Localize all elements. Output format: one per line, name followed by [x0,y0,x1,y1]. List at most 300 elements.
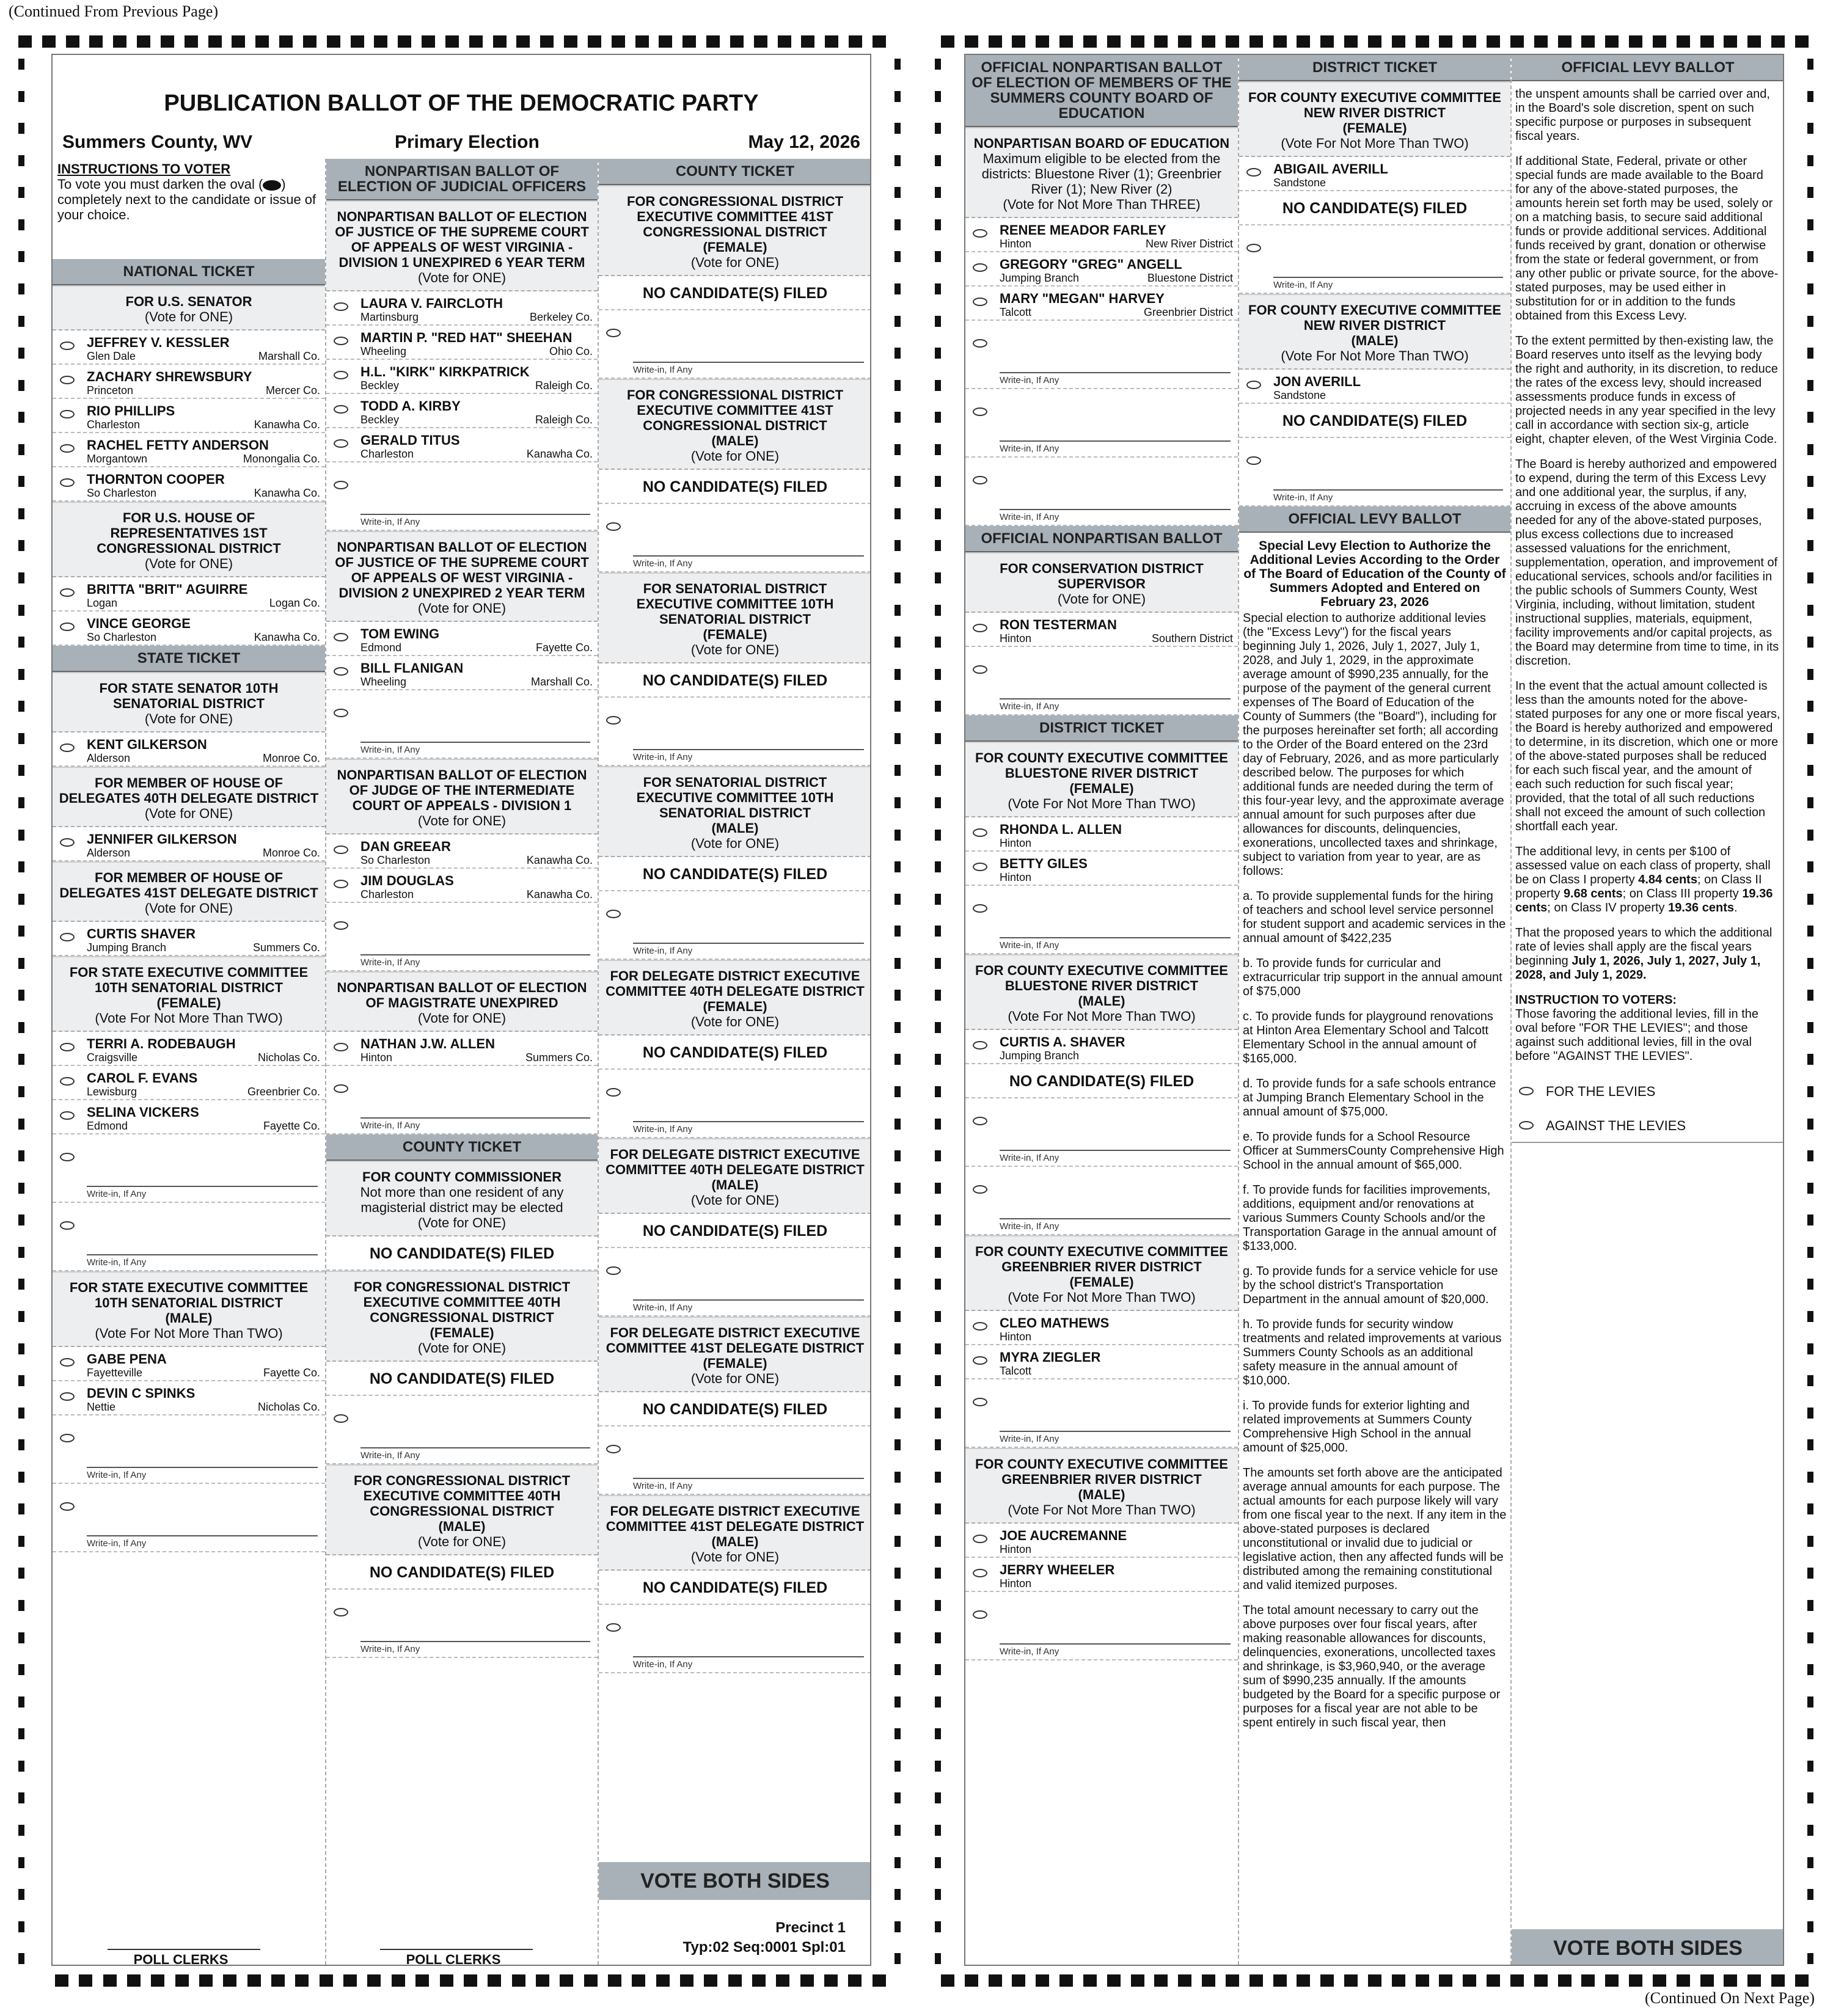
supreme-court-div2-candidate[interactable] [326,656,598,690]
write-in-line[interactable] [360,954,590,955]
write-in-slot[interactable] [53,1203,325,1271]
us-senator-candidate[interactable] [53,331,325,365]
write-in-line[interactable] [360,1117,590,1119]
candidate-residence [87,418,320,431]
candidate-residence [1000,1365,1233,1377]
committee-dm40-title: FOR DELEGATE DISTRICT EXECUTIVE COMMITTEE 40TH DELEGATE DISTRICT [606,1147,865,1177]
oval-icon[interactable] [973,263,987,272]
oval-icon[interactable] [1246,456,1261,465]
candidate-city: Hinton [1000,632,1032,645]
us-senator-title: FOR U.S. SENATOR [125,294,252,309]
write-in-slot[interactable] [965,886,1238,954]
write-in-line[interactable] [87,1254,318,1255]
oval-icon[interactable] [60,1153,75,1161]
write-in-slot[interactable] [965,1098,1238,1167]
candidate-city: Alderson [87,752,131,764]
committee-dm40-instruction: (Vote for ONE) [690,1192,780,1208]
state-exec-male-candidate[interactable] [53,1347,325,1381]
column-4 [965,55,1238,1965]
write-in-slot[interactable] [965,321,1238,389]
write-in-slot[interactable] [599,1248,871,1317]
column-2 [325,159,598,1965]
write-in-slot[interactable] [599,1605,871,1673]
no-candidates-filed: NO CANDIDATE(S) FILED [1239,404,1510,438]
candidate-residence [360,854,593,866]
write-in-slot[interactable] [599,504,871,572]
state-exec-female-candidate[interactable] [53,1100,325,1134]
candidate-city: Jumping Branch [87,941,167,954]
oval-icon[interactable] [60,838,75,847]
delegates-40-candidate[interactable] [53,827,325,861]
cong-exec-40-female-title: FOR CONGRESSIONAL DISTRICT EXECUTIVE COMMITTEE 40TH CONGRESSIONAL DISTRICT [353,1279,571,1325]
candidate-name: JIM DOUGLAS [360,873,454,888]
us-senator-candidate[interactable] [53,433,325,467]
write-in-label: Write-in, If Any [1000,940,1059,951]
candidate-residence [360,641,593,654]
vote-both-sides-banner: VOTE BOTH SIDES [599,1862,871,1900]
levy-paragraph: d. To provide funds for a safe schools entrance at Jumping Branch Elementary School in the annual amount of $75,000. [1243,1077,1496,1119]
write-in-slot[interactable] [1239,438,1510,506]
candidate-city: Hinton [1000,238,1032,250]
write-in-line[interactable] [87,1467,318,1468]
write-in-label: Write-in, If Any [633,1481,693,1491]
oval-icon[interactable] [973,229,987,238]
bluestone-female-candidate[interactable] [965,852,1238,886]
candidate-residence [87,597,320,609]
candidate-residence [360,414,593,426]
oval-icon[interactable] [334,481,348,489]
column-6 [1510,55,1784,1965]
magistrate-instruction: (Vote for ONE) [417,1010,507,1026]
oval-icon[interactable] [606,522,621,531]
bluestone-male-instruction: (Vote For Not More Than TWO) [1008,1009,1196,1024]
county-commissioner-note: Not more than one resident of any magisterial district may be elected [360,1185,564,1215]
candidate-name: NATHAN J.W. ALLEN [360,1036,495,1051]
write-in-label: Write-in, If Any [360,1450,420,1461]
write-in-slot[interactable] [326,903,598,971]
candidate-name: BILL FLANIGAN [360,660,464,676]
intermediate-court-candidate[interactable] [326,835,598,869]
for-the-levies-option[interactable]: FOR THE LEVIES [1512,1075,1784,1109]
supreme-court-div1-candidate[interactable] [326,428,598,462]
committee-m41-gender: (MALE) [711,433,759,448]
oval-icon[interactable] [60,623,75,631]
for-levies-oval[interactable] [1519,1087,1534,1095]
candidate-name: ZACHARY SHREWSBURY [87,369,252,384]
candidate-county: Marshall Co. [258,350,320,362]
write-in-line[interactable] [1273,489,1503,491]
greenbrier-male-candidate[interactable] [965,1524,1238,1558]
candidate-county: New River District [1145,238,1233,250]
write-in-slot[interactable] [965,1379,1238,1448]
write-in-line[interactable] [360,514,590,515]
write-in-line[interactable] [87,1535,318,1536]
write-in-line[interactable] [1000,937,1231,938]
conservation-supervisor-contest-header [965,552,1238,613]
county-name: Summers County, WV [62,132,253,152]
supreme-court-div1-contest-header [326,200,598,291]
write-in-line[interactable] [633,1656,864,1657]
candidate-name: TERRI A. RODEBAUGH [87,1036,236,1051]
state-exec-female-candidate[interactable] [53,1032,325,1066]
write-in-line[interactable] [633,1299,864,1301]
candidate-county: Summers Co. [525,1051,593,1064]
write-in-label: Write-in, If Any [633,1659,693,1670]
against-the-levies-option[interactable]: AGAINST THE LEVIES [1512,1109,1784,1143]
candidate-county: Nicholas Co. [257,1051,320,1064]
oval-icon[interactable] [334,1043,348,1051]
write-in-line[interactable] [360,1447,590,1448]
committee-sm10-instruction: (Vote for ONE) [690,836,780,851]
write-in-label: Write-in, If Any [633,558,693,569]
oval-icon[interactable] [1246,381,1261,389]
write-in-label: Write-in, If Any [87,1538,147,1549]
committee-df40-contest-header [599,960,871,1035]
oval-icon[interactable] [973,407,987,416]
us-house-candidate[interactable] [53,577,325,612]
write-in-line[interactable] [633,555,864,557]
state-exec-male-gender: (MALE) [165,1310,213,1326]
candidate-city: Lewisburg [87,1086,137,1098]
candidate-residence [87,1401,320,1413]
candidate-name: ABIGAIL AVERILL [1273,161,1388,177]
oval-icon[interactable] [973,1569,987,1577]
board-of-education-candidate[interactable] [965,252,1238,287]
candidate-city: Fayetteville [87,1367,143,1379]
committee-m41-instruction: (Vote for ONE) [690,448,780,464]
write-in-line[interactable] [633,1121,864,1122]
write-in-line[interactable] [633,943,864,944]
write-in-line[interactable] [87,1186,318,1187]
new-river-male-candidate[interactable] [1239,370,1510,404]
write-in-label: Write-in, If Any [360,1644,420,1654]
nonpartisan-header: OFFICIAL NONPARTISAN BALLOT [965,526,1238,552]
levy-paragraph: f. To provide funds for facilities improvements, additions, equipment and/or renovations at various Summers County Schools and/or the Transportation Garage in the annual amount of $133,000. [1243,1183,1497,1253]
candidate-residence [87,350,320,362]
supreme-court-div1-candidate[interactable] [326,394,598,428]
oval-icon[interactable] [60,1043,75,1051]
bluestone-male-contest-header [965,954,1238,1030]
write-in-line[interactable] [1000,1643,1231,1645]
oval-icon[interactable] [60,1358,75,1367]
new-river-male-contest-header [1239,294,1510,370]
against-levies-oval[interactable] [1519,1121,1534,1130]
candidate-residence [360,345,593,357]
oval-icon[interactable] [973,339,987,348]
candidate-city: Edmond [87,1120,128,1132]
candidate-name: DAN GREEAR [360,839,451,854]
oval-icon[interactable] [334,302,348,311]
write-in-line[interactable] [1000,1150,1231,1151]
oval-icon[interactable] [334,845,348,854]
oval-icon[interactable] [60,1434,75,1442]
levy-years: That the proposed years to which the additional rate of levies shall apply are the fiscal years beginning July 1, 2026, July 1, 2027, July 1, 2028, and July 1, 2029. [1515,926,1773,982]
oval-icon[interactable] [973,1398,987,1406]
supreme-court-div2-candidate[interactable] [326,622,598,656]
candidate-county: Monroe Co. [262,847,320,859]
write-in-line[interactable] [1000,372,1231,373]
write-in-label: Write-in, If Any [1273,280,1333,290]
write-in-label: Write-in, If Any [1273,492,1333,503]
state-senator-instruction: (Vote for ONE) [144,711,233,726]
oval-icon[interactable] [973,1185,987,1194]
oval-icon[interactable] [973,1356,987,1365]
intermediate-court-contest-header [326,759,598,835]
candidate-county: Fayette Co. [263,1120,320,1132]
continued-on-label: (Continued On Next Page) [1644,1989,1815,2007]
write-in-label: Write-in, If Any [1000,1153,1059,1163]
write-in-line[interactable] [633,362,864,363]
bluestone-male-candidate[interactable] [965,1030,1238,1064]
oval-icon[interactable] [973,476,987,484]
candidate-residence [360,379,593,392]
oval-icon[interactable] [334,633,348,641]
state-exec-male-candidate[interactable] [53,1381,325,1415]
oval-icon[interactable] [973,624,987,632]
write-in-label: Write-in, If Any [633,1302,693,1313]
oval-icon[interactable] [973,863,987,871]
candidate-name: GERALD TITUS [360,433,460,448]
oval-icon[interactable] [973,1322,987,1331]
timing-marks-bottom-right [941,1974,1809,1987]
oval-icon[interactable] [334,667,348,676]
delegates-41-candidate[interactable] [53,922,325,956]
oval-icon[interactable] [60,1111,75,1120]
state-exec-male-instruction: (Vote For Not More Than TWO) [95,1326,283,1341]
write-in-slot[interactable] [599,310,871,379]
conservation-supervisor-candidate[interactable] [965,613,1238,647]
national-ticket-header: NATIONAL TICKET [53,259,325,285]
oval-icon[interactable] [973,298,987,306]
us-house-title: FOR U.S. HOUSE OF REPRESENTATIVES 1ST CONGRESSIONAL DISTRICT [97,510,281,556]
candidate-residence [87,631,320,643]
ballot-type-label: Typ:02 Seq:0001 Spl:01 [682,1939,846,1956]
oval-icon[interactable] [606,910,621,918]
candidate-name: DEVIN C SPINKS [87,1386,196,1401]
oval-icon[interactable] [606,1088,621,1097]
oval-icon[interactable] [60,588,75,597]
state-exec-male-contest-header [53,1271,325,1347]
oval-icon[interactable] [606,1623,621,1632]
write-in-slot[interactable] [1239,225,1510,294]
write-in-slot[interactable] [53,1134,325,1203]
write-in-label: Write-in, If Any [1000,1646,1059,1657]
candidate-name: BETTY GILES [1000,856,1088,871]
oval-icon[interactable] [60,1502,75,1511]
write-in-label: Write-in, If Any [360,957,420,968]
oval-icon[interactable] [973,828,987,837]
us-senator-candidate[interactable] [53,365,325,399]
intermediate-court-candidate[interactable] [326,869,598,903]
oval-icon[interactable] [60,1392,75,1401]
write-in-slot[interactable] [599,1070,871,1138]
candidate-city: Sandstone [1273,389,1326,401]
candidate-city: Logan [87,597,118,609]
write-in-line[interactable] [1000,1431,1231,1432]
write-in-slot[interactable] [599,1426,871,1495]
instructions-text: To vote you must darken the oval ( [57,177,263,192]
us-house-candidate[interactable] [53,612,325,646]
state-exec-female-candidate[interactable] [53,1066,325,1100]
oval-icon[interactable] [334,1608,348,1616]
poll-clerks-label-1: POLL CLERKS [133,1952,229,1966]
greenbrier-female-candidate[interactable] [965,1311,1238,1345]
timing-marks-center-left [895,59,901,1965]
us-senator-candidate[interactable] [53,467,325,502]
write-in-slot[interactable] [965,458,1238,526]
write-in-line[interactable] [633,749,864,750]
candidate-residence [87,1367,320,1379]
write-in-line[interactable] [360,742,590,743]
candidate-name: THORNTON COOPER [87,472,225,487]
oval-icon[interactable] [1246,168,1261,177]
timing-marks-center-right [935,59,941,1965]
no-candidates-filed: NO CANDIDATE(S) FILED [599,857,871,891]
greenbrier-female-candidate[interactable] [965,1345,1238,1379]
oval-icon[interactable] [334,405,348,414]
levy-title: Special Levy Election to Authorize the Additional Levies According to the Order of The Board of Education of the County of Summers Adopted and Entered on February 23, 2026 [1243,539,1506,609]
oval-icon[interactable] [1246,244,1261,252]
board-of-education-candidate[interactable] [965,287,1238,321]
oval-icon[interactable] [60,933,75,941]
state-exec-female-gender: (FEMALE) [156,995,221,1010]
write-in-slot[interactable] [326,690,598,759]
write-in-line[interactable] [360,1641,590,1642]
oval-icon[interactable] [334,880,348,888]
write-in-slot[interactable] [326,1590,598,1658]
oval-icon[interactable] [334,921,348,930]
state-exec-female-contest-header [53,956,325,1032]
board-of-education-candidate[interactable] [965,218,1238,252]
oval-icon[interactable] [973,1117,987,1125]
candidate-city: Hinton [1000,1543,1032,1555]
greenbrier-male-instruction: (Vote For Not More Than TWO) [1008,1502,1196,1517]
bluestone-female-candidate[interactable] [965,817,1238,852]
write-in-slot[interactable] [599,891,871,960]
committee-sf10-contest-header [599,572,871,663]
oval-icon[interactable] [60,743,75,752]
write-in-label: Write-in, If Any [633,946,693,956]
supreme-court-div1-candidate[interactable] [326,360,598,394]
levy-ballot-header: OFFICIAL LEVY BALLOT [1239,506,1510,533]
instructions-text-2: ) completely next to the candidate or issue of your choice. [57,177,316,222]
candidate-residence [360,1051,593,1064]
cong-exec-40-female-gender: (FEMALE) [430,1325,494,1340]
candidate-residence [1000,306,1233,318]
oval-icon[interactable] [60,1221,75,1230]
write-in-slot[interactable] [599,698,871,766]
oval-icon[interactable] [606,1445,621,1453]
bluestone-female-instruction: (Vote For Not More Than TWO) [1008,796,1196,811]
write-in-line[interactable] [1000,440,1231,442]
oval-icon[interactable] [60,478,75,487]
candidate-city: So Charleston [87,487,157,499]
oval-icon[interactable] [606,329,621,337]
write-in-line[interactable] [1273,277,1503,278]
bluestone-female-title: FOR COUNTY EXECUTIVE COMMITTEE BLUESTONE RIVER DISTRICT [975,750,1228,781]
poll-clerks-label-2: POLL CLERKS [406,1952,501,1966]
oval-icon[interactable] [334,1084,348,1093]
oval-icon[interactable] [60,444,75,453]
county-ticket-header-2: COUNTY TICKET [599,159,871,185]
write-in-line[interactable] [1000,509,1231,510]
candidate-name: JEFFREY V. KESSLER [87,335,230,350]
write-in-slot[interactable] [965,1167,1238,1235]
magistrate-candidate[interactable] [326,1032,598,1066]
conservation-supervisor-title: FOR CONSERVATION DISTRICT SUPERVISOR [1000,561,1204,591]
candidate-county: Raleigh Co. [535,379,593,392]
board-of-education-title: NONPARTISAN BOARD OF EDUCATION [973,136,1230,151]
write-in-slot[interactable] [965,1592,1238,1660]
write-in-slot[interactable] [965,647,1238,715]
oval-icon[interactable] [60,376,75,384]
write-in-line[interactable] [633,1478,864,1479]
oval-icon[interactable] [334,439,348,448]
new-river-female-candidate[interactable] [1239,157,1510,191]
precinct-label: Precinct 1 [775,1919,846,1936]
candidate-city: Princeton [87,384,134,396]
column-5 [1238,55,1510,1965]
oval-icon[interactable] [334,709,348,717]
ballot-back-side [964,54,1784,1966]
state-senator-candidate[interactable] [53,732,325,767]
no-candidates-filed: NO CANDIDATE(S) FILED [599,1392,871,1426]
vote-both-sides-banner-2: VOTE BOTH SIDES [1512,1929,1784,1966]
us-senator-candidate[interactable] [53,399,325,433]
oval-icon[interactable] [606,716,621,725]
oval-icon[interactable] [973,1610,987,1619]
column-3 [598,159,871,1965]
cong-exec-40-female-contest-header [326,1271,598,1362]
oval-icon[interactable] [60,410,75,418]
supreme-court-div1-candidate[interactable] [326,291,598,326]
supreme-court-div1-candidate[interactable] [326,326,598,360]
write-in-slot[interactable] [53,1484,325,1552]
candidate-name: JON AVERILL [1273,374,1361,389]
candidate-city: Sandstone [1273,177,1326,189]
candidate-city: Charleston [360,448,414,460]
oval-icon[interactable] [973,904,987,913]
candidate-residence [1000,1050,1233,1062]
levy-paragraph: b. To provide funds for curricular and extracurricular trip support in the annual amount of $75,000 [1243,957,1502,998]
oval-icon[interactable] [973,1535,987,1543]
us-house-instruction: (Vote for ONE) [144,556,233,571]
supreme-court-div1-instruction: (Vote for ONE) [417,270,507,285]
oval-icon[interactable] [334,371,348,379]
oval-icon[interactable] [973,665,987,674]
write-in-slot[interactable] [965,389,1238,458]
candidate-residence [1000,1577,1233,1590]
write-in-label: Write-in, If Any [87,1470,147,1480]
candidate-residence [87,487,320,499]
write-in-slot[interactable] [326,462,598,531]
write-in-slot[interactable] [53,1415,325,1484]
write-in-line[interactable] [1000,1218,1231,1219]
oval-icon[interactable] [334,337,348,345]
write-in-slot[interactable] [326,1396,598,1464]
district-ticket-header-2: DISTRICT TICKET [1239,55,1510,81]
write-in-slot[interactable] [326,1066,598,1134]
oval-icon[interactable] [60,341,75,350]
write-in-label: Write-in, If Any [1000,512,1059,522]
oval-icon[interactable] [60,1077,75,1086]
oval-icon[interactable] [334,1414,348,1423]
committee-m41-contest-header [599,379,871,470]
oval-icon[interactable] [606,1266,621,1275]
write-in-line[interactable] [1000,698,1231,699]
oval-icon[interactable] [973,1041,987,1050]
greenbrier-male-candidate[interactable] [965,1558,1238,1592]
